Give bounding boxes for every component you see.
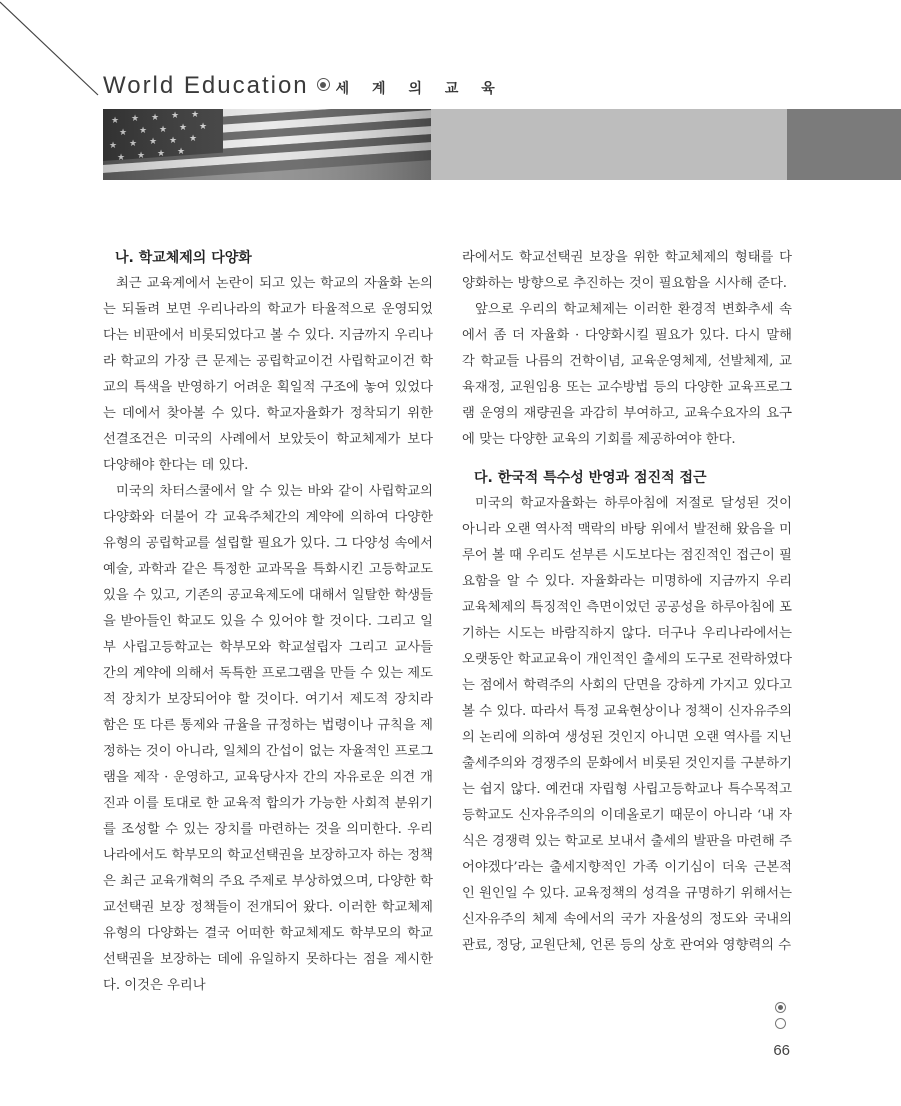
paragraph-continuation: 라에서도 학교선택권 보장을 위한 학교체제의 형태를 다양화하는 방향으로 추진하는 것이 필요함을 시사해 준다. [462, 250, 792, 291]
left-column [103, 245, 433, 999]
header-title-en: World Education [103, 72, 309, 99]
right-column [462, 245, 792, 959]
section-heading-na: 나. 학교체제의 다양화 [115, 250, 252, 266]
section-heading-da: 다. 한국적 특수성 반영과 점진적 접근 [474, 470, 707, 486]
paragraph: 미국의 차터스쿨에서 알 수 있는 바와 같이 사립학교의 다양화와 더불어 각 교육주체간의 계약에 의하여 다양한 유형의 공립학교를 설립할 필요가 있다. 그 다양성 속에서 예술, 과학과 같은 특정한 교과목을 특화시킨 고등학교도 있을 수 있고, 기존의 공교육제도에 대해서 일탈한 학생들을 받아들인 학교도 있을 수 있어야 할 것이다. 그리고 일부 사립고등학교는 학부모와 학교설립자 그리고 교사들 간의 계약에 의해서 독특한 프로그램을 만들 수 있는 제도적 장치가 보장되어야 할 것이다. 여기서 제도적 장치라 함은 또 다른 통제와 규율을 규정하는 법령이나 규칙을 제정하는 것이 아니라, 일체의 간섭이 없는 자율적인 프로그램을 제작 · 운영하고, 교육당사자 간의 자유로운 의견 개진과 이를 토대로 한 교육적 합의가 가능한 사회적 분위기를 조성할 수 있는 장치를 마련하는 것을 의미한다. 우리나라에서도 학부모의 학교선택권을 보장하고자 하는 정책은 최근 교육개혁의 주요 주제로 부상하였으며, 다양한 학교선택권 보장 정책들이 전개되어 왔다. 이러한 학교체제 유형의 다양화는 결국 어떠한 학교체제도 학부모의 학교선택권을 보장하는 데에 유일하지 못하다는 점을 제시한다. 이것은 우리나 [103, 484, 433, 993]
page-number: 66 [773, 1042, 790, 1059]
paragraph: 미국의 학교자율화는 하루아침에 저절로 달성된 것이 아니라 오랜 역사적 맥락의 바탕 위에서 발전해 왔음을 미루어 볼 때 우리도 섣부른 시도보다는 점진적인 접근이 필요함을 알 수 있다. 자율화라는 미명하에 지금까지 우리 교육체제의 특징적인 측면이었던 공공성을 하루아침에 포기하는 시도는 바람직하지 않다. 더구나 우리나라에서는 오랫동안 학교교육이 개인적인 출세의 도구로 전락하였다는 점에서 학력주의 사회의 단면을 강하게 가지고 있다고 볼 수 있다. 따라서 특정 교육현상이나 정책이 신자유주의의 논리에 의하여 생성된 것인지 아니면 오랜 역사를 지닌 출세주의와 경쟁주의 문화에서 비롯된 것인지를 구분하기는 쉽지 않다. 예컨대 자립형 사립고등학교나 특수목적고등학교도 신자유주의의 이데올로기 때문이 아니라 ‘내 자식은 경쟁력 있는 학교로 보내서 출세의 발판을 마련해 주어야겠다’라는 출세지향적인 가족 이기심이 더욱 근본적인 원인일 수 있다. 교육정책의 성격을 규명하기 위해서는 신자유주의 체제 속에서의 국가 자율성의 정도와 국내의 관료, 정당, 교원단체, 언론 등의 상호 관여와 영향력의 수 [462, 496, 792, 953]
banner-dark-band [787, 109, 901, 180]
section-header [103, 72, 504, 102]
banner-light-band [431, 109, 787, 180]
circle-dot-icon [775, 1002, 786, 1013]
circle-icon [775, 1018, 786, 1029]
us-flag-image [103, 109, 431, 180]
paragraph: 앞으로 우리의 학교체제는 이러한 환경적 변화추세 속에서 좀 더 자율화 · 다양화시킬 필요가 있다. 다시 말해 각 학교들 나름의 건학이념, 교육운영체제, 선발체제, 교육재정, 교원임용 또는 교수방법 등의 다양한 교육프로그램 운영의 재량권을 과감히 부여하고, 교육수요자의 요구에 맞는 다양한 교육의 기회를 제공하여야 한다. [462, 302, 792, 447]
paragraph: 최근 교육계에서 논란이 되고 있는 학교의 자율화 논의는 되돌려 보면 우리나라의 학교가 타율적으로 운영되었다는 비판에서 비롯되었다고 볼 수 있다. 지금까지 우리나라 학교의 가장 큰 문제는 공립학교이건 사립학교이건 학교의 특색을 반영하기 어려운 획일적 구조에 놓여 있었다는 데에서 찾아볼 수 있다. 학교자율화가 정착되기 위한 선결조건은 미국의 사례에서 보았듯이 학교체제가 보다 다양해야 한다는 데 있다. [103, 276, 433, 473]
flag-photo-illustration [103, 109, 431, 180]
circle-dot-icon [317, 78, 330, 91]
footer-marks [775, 1002, 787, 1034]
header-title-ko: 세 계 의 교 육 [335, 81, 504, 97]
header-banner [103, 109, 901, 180]
